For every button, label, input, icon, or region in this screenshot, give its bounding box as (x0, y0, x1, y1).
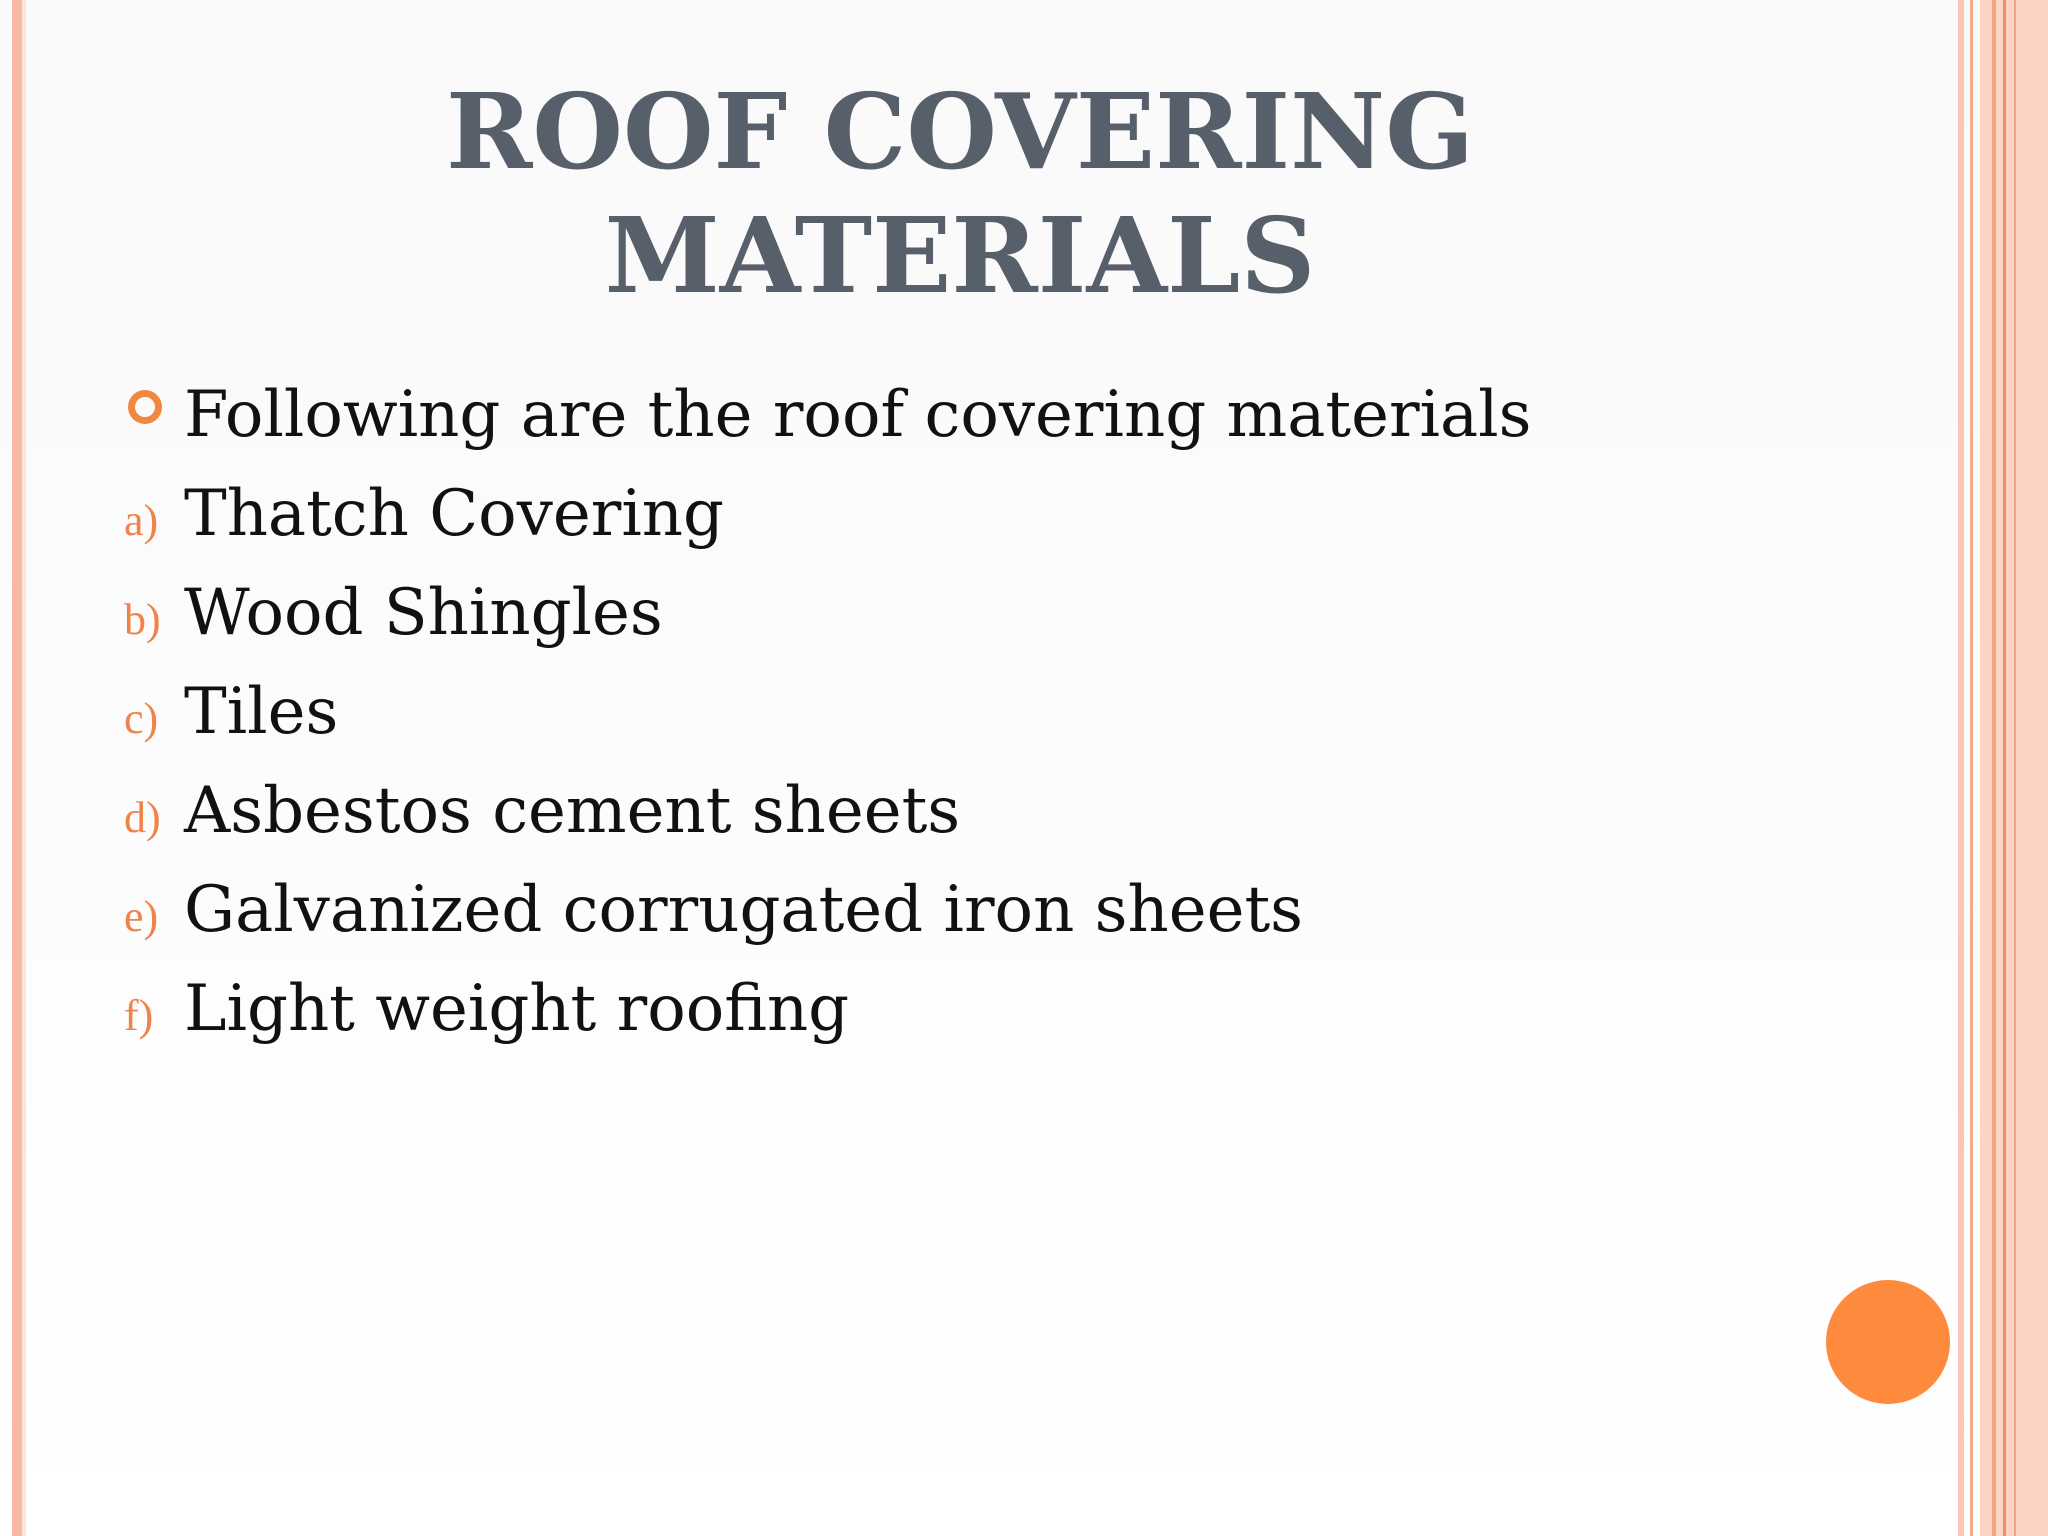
slide-title-line-1: ROOF COVERING (445, 70, 1475, 193)
list-item-text: Thatch Covering (184, 477, 724, 551)
orange-dot-icon (1826, 1280, 1950, 1404)
frame-band-line-3 (2014, 0, 2016, 1536)
frame-line-right (1958, 0, 1964, 1536)
list-marker: d) (124, 793, 161, 842)
frame-line-right-inner (1970, 0, 1973, 1536)
list-item (120, 469, 1840, 568)
list-item-text: Tiles (184, 675, 339, 749)
bullet-list (120, 370, 1840, 1063)
frame-line-left (12, 0, 22, 1536)
slide-title-line-2: MATERIALS (604, 194, 1316, 317)
list-item-text: Light weight roofing (184, 972, 850, 1046)
frame-band-line-2 (2003, 0, 2006, 1536)
list-item (120, 865, 1840, 964)
list-marker: b) (124, 595, 161, 644)
list-item-text: Wood Shingles (184, 576, 663, 650)
frame-line-left-inner (22, 0, 26, 1536)
list-item-text: Galvanized corrugated iron sheets (184, 873, 1303, 947)
frame-band-line-1 (1992, 0, 1996, 1536)
list-item (120, 964, 1840, 1063)
list-item-intro (120, 370, 1840, 469)
intro-text: Following are the roof covering materials (184, 378, 1532, 452)
list-marker: a) (124, 496, 159, 545)
list-item (120, 568, 1840, 667)
slide-title (300, 70, 1620, 318)
list-item-text: Asbestos cement sheets (184, 774, 961, 848)
list-item (120, 766, 1840, 865)
list-marker: f) (124, 991, 154, 1040)
list-item (120, 667, 1840, 766)
list-marker: e) (124, 892, 159, 941)
list-marker: c) (124, 694, 159, 743)
circle-bullet-icon (128, 390, 162, 424)
